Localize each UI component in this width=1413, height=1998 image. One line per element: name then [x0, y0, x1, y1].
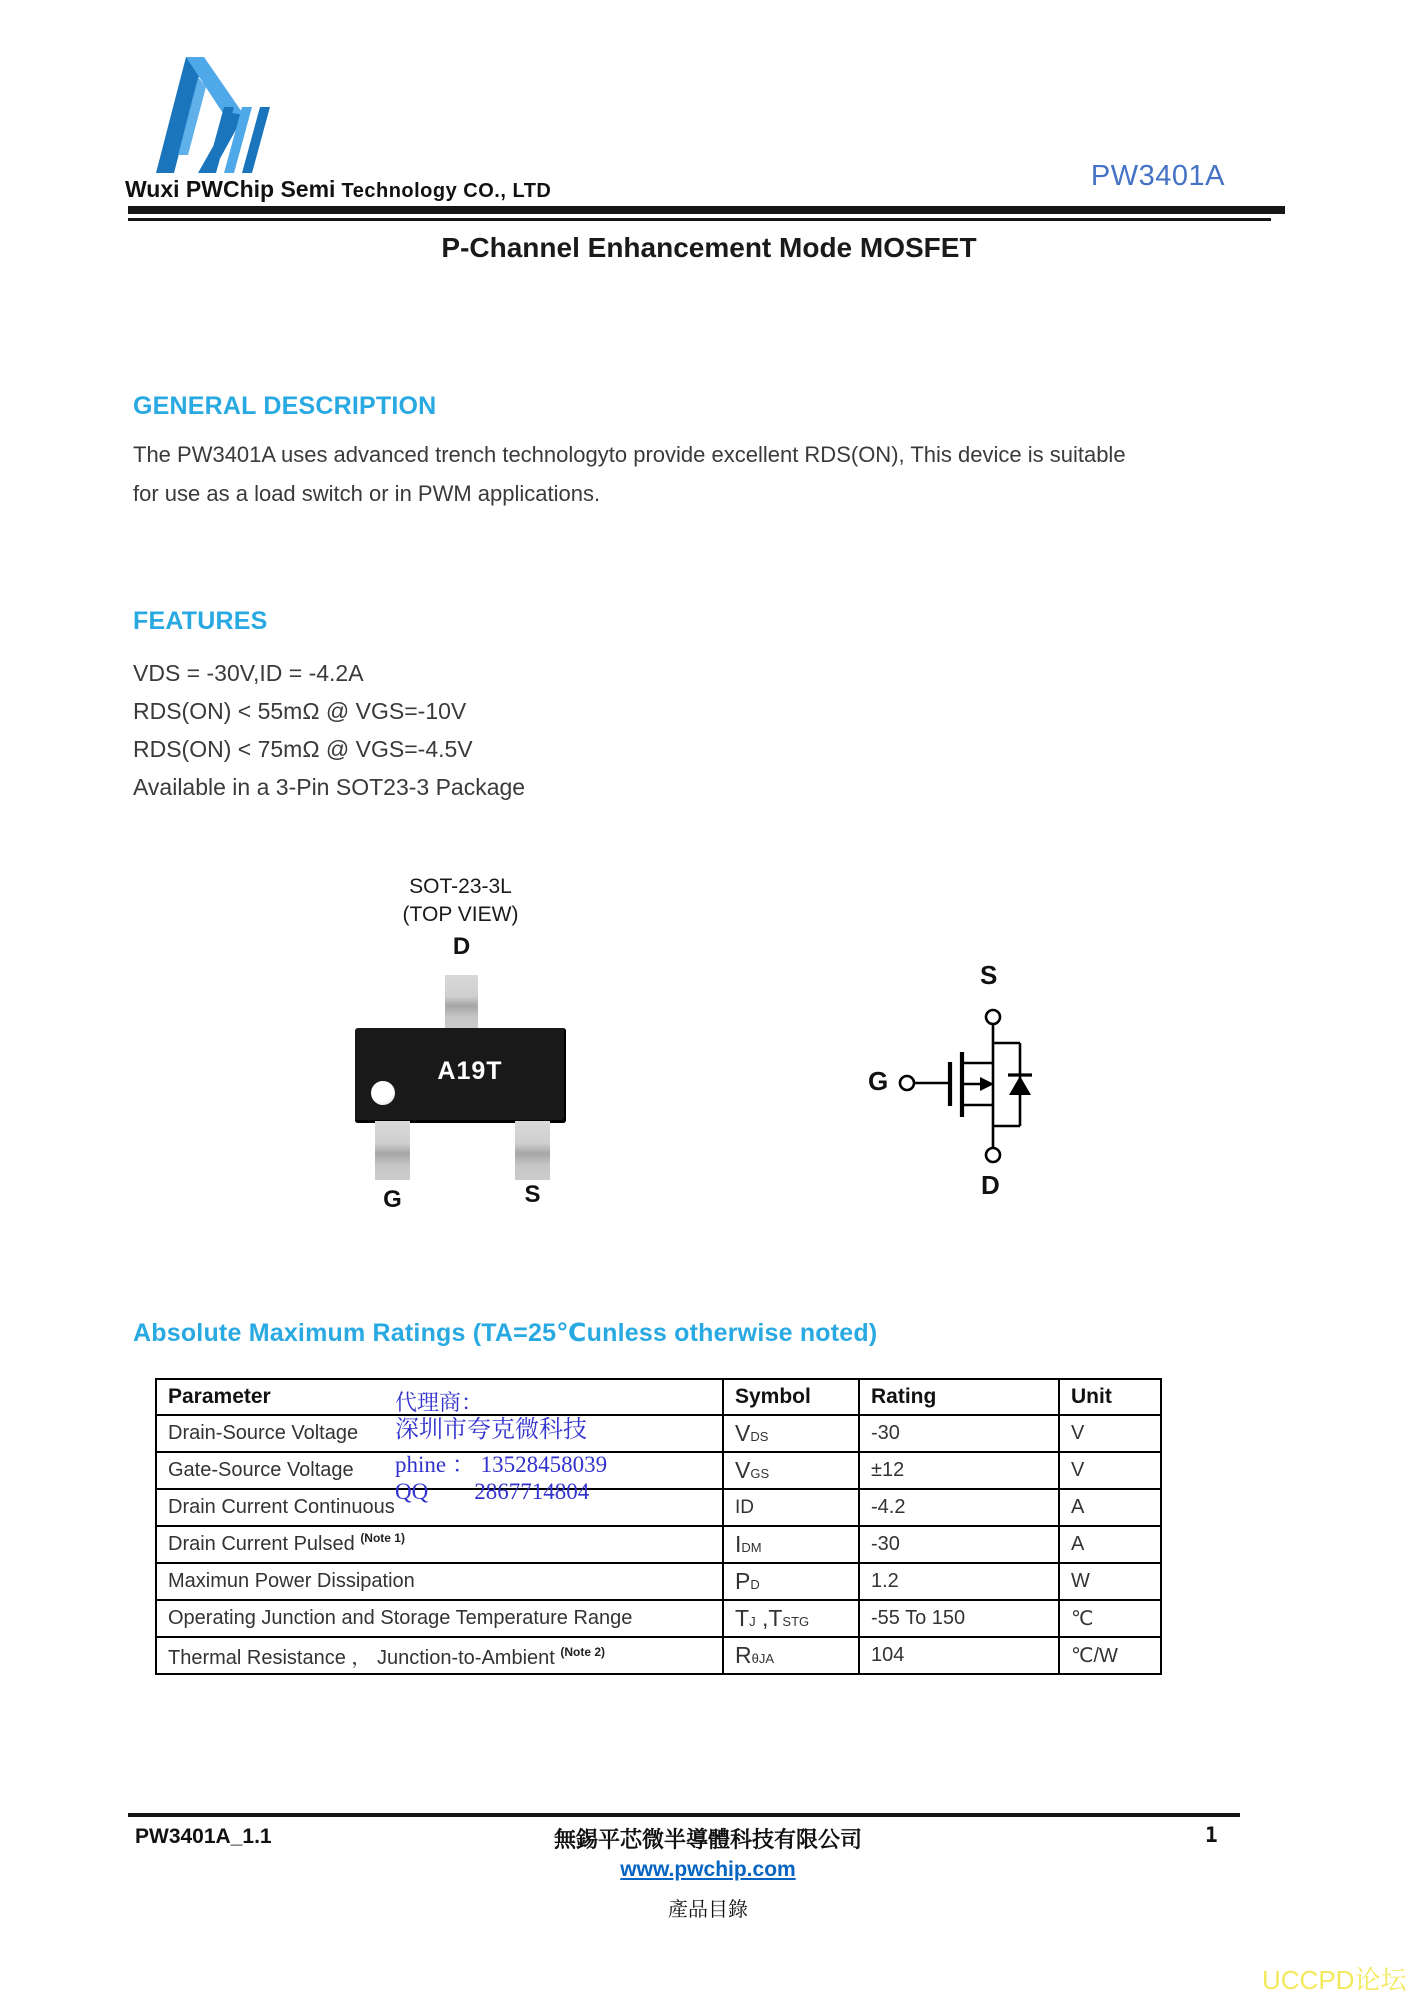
- ratings-heading: Absolute Maximum Ratings (TA=25℃unless otherwise noted): [133, 1319, 878, 1347]
- parameter: Drain-Source Voltage: [168, 1422, 359, 1444]
- footer-doc-id: PW3401A_1.1: [135, 1825, 272, 1848]
- table-header-row: [156, 1379, 1161, 1415]
- feature-item: RDS(ON) < 75mΩ @ VGS=-4.5V: [133, 736, 473, 762]
- parameter: Operating Junction and Storage Temperature Range: [168, 1607, 633, 1629]
- note-superscript: (Note 1): [360, 1531, 405, 1545]
- forum-watermark: UCCPD论坛: [1262, 1965, 1407, 1995]
- table-row: Gate-Source Voltage VGS ±12 V: [156, 1452, 1161, 1489]
- header-rule-thick: [128, 206, 1285, 214]
- symbol: V: [735, 1457, 751, 1483]
- pmos-symbol-icon: [860, 950, 1080, 1210]
- unit: V: [1059, 1415, 1161, 1452]
- package-pin-label-drain: D: [452, 933, 471, 960]
- table-row: Drain Current Pulsed $^{(Note 1)}$ IDM -30 A: [156, 1526, 1161, 1563]
- package-pin-label-source: S: [524, 1181, 541, 1208]
- general-description-text-line2: for use as a load switch or in PWM applications.: [133, 481, 601, 506]
- unit: A: [1059, 1489, 1161, 1526]
- table-row: Operating Junction and Storage Temperature Range TJ ,TSTG -55 To 150 ℃: [156, 1600, 1161, 1637]
- website-link[interactable]: www.pwchip.com: [620, 1858, 796, 1881]
- rating-value: ±12: [859, 1452, 1059, 1489]
- pwchip-logo-icon: [148, 55, 298, 175]
- column-header-parameter: Parameter: [156, 1379, 723, 1415]
- rating-value: 104: [859, 1637, 1059, 1674]
- unit: A: [1059, 1526, 1161, 1563]
- column-header-rating: Rating: [859, 1379, 1059, 1415]
- footer-company-name: 無錫平芯微半導體科技有限公司: [553, 1827, 862, 1852]
- parameter: Drain Current Pulsed: [168, 1533, 355, 1555]
- unit: ℃/W: [1059, 1637, 1161, 1674]
- package-pin-label-gate: G: [383, 1186, 402, 1213]
- page-title: P-Channel Enhancement Mode MOSFET: [441, 232, 977, 263]
- watermark-line: 深圳市夸克微科技: [395, 1416, 587, 1443]
- unit: ℃: [1059, 1600, 1161, 1637]
- table-row: Thermal Resistance ， Junction-to-Ambient $^{(Note 2)}$ RθJA 104 ℃/W: [156, 1637, 1161, 1674]
- footer-catalog-label: 產品目錄: [668, 1899, 748, 1921]
- table-row: [156, 1489, 1161, 1526]
- feature-item: Available in a 3-Pin SOT23-3 Package: [133, 774, 526, 800]
- rating-value: -4.2: [859, 1489, 1059, 1526]
- symbol: V: [735, 1420, 751, 1446]
- general-description-text-line1: The PW3401A uses advanced trench technologyto provide excellent RDS(ON), This device is suitable: [133, 442, 1126, 467]
- rating-value: -55 To 150: [859, 1600, 1059, 1637]
- feature-item: VDS = -30V,ID = -4.2A: [133, 660, 364, 686]
- symbol-drain-label: D: [981, 1170, 1000, 1200]
- features-heading: FEATURES: [133, 607, 268, 635]
- part-number: PW3401A: [1090, 160, 1225, 192]
- page-number: 1: [1205, 1823, 1218, 1847]
- unit: V: [1059, 1452, 1161, 1489]
- rating-value: -30: [859, 1415, 1059, 1452]
- symbol: T: [735, 1605, 750, 1631]
- table-row: Maximun Power Dissipation PD 1.2 W: [156, 1563, 1161, 1600]
- package-name: SOT-23-3L: [409, 875, 512, 898]
- package-pin-top: [445, 975, 478, 1031]
- symbol: ID: [735, 1497, 754, 1518]
- parameter: Maximun Power Dissipation: [168, 1570, 415, 1592]
- symbol-source-label: S: [980, 960, 998, 990]
- symbol-gate-label: G: [868, 1066, 889, 1096]
- general-description-heading: GENERAL DESCRIPTION: [133, 392, 437, 420]
- symbol: R: [735, 1642, 752, 1668]
- parameter: Thermal Resistance ， Junction-to-Ambient: [168, 1647, 555, 1669]
- table-row: Drain-Source Voltage VDS -30 V: [156, 1415, 1161, 1452]
- parameter: Gate-Source Voltage: [168, 1459, 354, 1481]
- feature-item: RDS(ON) < 55mΩ @ VGS=-10V: [133, 698, 467, 724]
- footer-url-row: [133, 1858, 1283, 1882]
- company-name-bold: Wuxi PWChip Semi: [125, 176, 336, 202]
- package-pin-bottom-right: [515, 1121, 550, 1180]
- ratings-table: [155, 1378, 1162, 1675]
- unit: W: [1059, 1563, 1161, 1600]
- package-pin-bottom-left: [375, 1121, 410, 1180]
- company-name-rest: Technology CO., LTD: [335, 180, 552, 202]
- symbol: P: [735, 1568, 751, 1594]
- company-name: [125, 176, 551, 203]
- column-header-symbol: Symbol: [723, 1379, 859, 1415]
- rating-value: -30: [859, 1526, 1059, 1563]
- rating-value: 1.2: [859, 1563, 1059, 1600]
- watermark-line: phine ： 13528458039: [395, 1452, 608, 1478]
- package-view: (TOP VIEW): [402, 903, 519, 926]
- package-marking: A19T: [437, 1057, 503, 1085]
- watermark-line: 代理商：: [395, 1390, 484, 1415]
- column-header-unit: Unit: [1059, 1379, 1161, 1415]
- footer-rule: [128, 1813, 1240, 1817]
- watermark-line: QQ 2867714804: [395, 1479, 590, 1505]
- symbol: I: [735, 1531, 742, 1557]
- parameter: Drain Current Continuous: [168, 1496, 395, 1518]
- note-superscript: (Note 2): [560, 1645, 606, 1659]
- header-rule-thin: [128, 218, 1271, 221]
